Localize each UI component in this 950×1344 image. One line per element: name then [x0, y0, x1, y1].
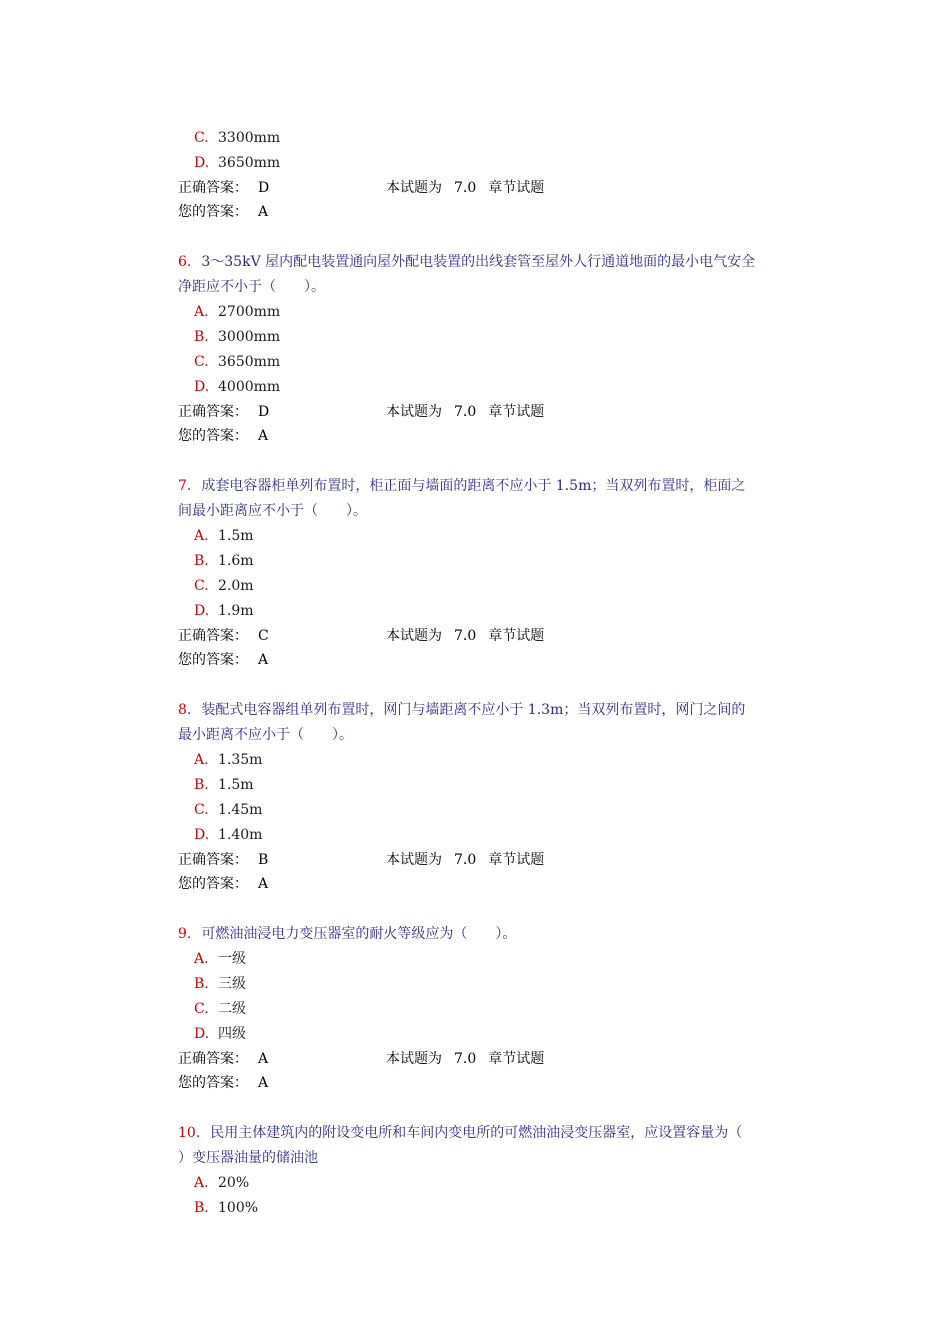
- meta-label: 本试题为: [386, 852, 442, 868]
- question-text: 最小距离不应小于（ ）。: [178, 727, 353, 743]
- option-d: [194, 151, 280, 175]
- correct-answer-value: B: [258, 852, 269, 868]
- option-letter: B.: [194, 976, 209, 992]
- correct-answer-label: 正确答案：: [178, 404, 248, 420]
- correct-answer-row: [178, 176, 269, 200]
- option-letter: B.: [194, 1200, 209, 1216]
- question-meta: [386, 624, 556, 648]
- option-letter: A.: [194, 752, 209, 768]
- question-8-line-2: [178, 723, 353, 747]
- correct-answer-row: [178, 1047, 268, 1071]
- question-10-line-1: [178, 1121, 742, 1145]
- your-answer-value: A: [258, 1075, 269, 1091]
- option-b: [194, 1196, 258, 1220]
- option-text: 1.5m: [218, 528, 254, 544]
- option-text: 1.6m: [218, 553, 254, 569]
- option-text: 二级: [218, 1001, 246, 1017]
- question-text: 装配式电容器组单列布置时，网门与墙距离不应小于 1.3m；当双列布置时，网门之间的: [201, 702, 746, 718]
- option-c: [194, 997, 246, 1021]
- question-meta: [386, 400, 556, 424]
- option-letter: C.: [194, 1001, 209, 1017]
- question-7-line-2: [178, 499, 367, 523]
- question-number: 6.: [178, 254, 192, 270]
- your-answer-label: 您的答案：: [178, 1075, 248, 1091]
- your-answer-value: A: [258, 652, 269, 668]
- option-letter: D.: [194, 827, 210, 843]
- option-text: 100%: [218, 1200, 259, 1216]
- option-text: 20%: [218, 1175, 250, 1191]
- meta-label: 本试题为: [386, 628, 442, 644]
- option-a: [194, 947, 246, 971]
- option-letter: C.: [194, 130, 209, 146]
- your-answer-label: 您的答案：: [178, 652, 248, 668]
- your-answer-value: A: [258, 428, 269, 444]
- your-answer-value: A: [258, 876, 269, 892]
- option-letter: D.: [194, 155, 210, 171]
- option-text: 三级: [218, 976, 246, 992]
- question-6-line-2: [178, 275, 325, 299]
- option-letter: B.: [194, 329, 209, 345]
- meta-score: 7.0: [454, 852, 477, 868]
- option-text: 1.9m: [218, 603, 254, 619]
- option-a: [194, 1171, 249, 1195]
- option-text: 1.45m: [218, 802, 263, 818]
- correct-answer-row: [178, 848, 268, 872]
- meta-score: 7.0: [454, 1051, 477, 1067]
- meta-label: 本试题为: [386, 180, 442, 196]
- option-b: [194, 773, 254, 797]
- option-text: 一级: [218, 951, 246, 967]
- option-letter: B.: [194, 553, 209, 569]
- option-text: 4000mm: [218, 379, 281, 395]
- meta-type: 章节试题: [488, 628, 545, 644]
- option-letter: A.: [194, 304, 209, 320]
- option-letter: C.: [194, 802, 209, 818]
- meta-type: 章节试题: [488, 180, 545, 196]
- correct-answer-label: 正确答案：: [178, 852, 248, 868]
- your-answer-value: A: [258, 204, 269, 220]
- option-letter: D.: [194, 603, 210, 619]
- question-number: 9.: [178, 926, 192, 942]
- option-text: 3000mm: [218, 329, 281, 345]
- option-a: [194, 524, 254, 548]
- option-letter: D.: [194, 1026, 210, 1042]
- meta-type: 章节试题: [488, 404, 545, 420]
- meta-score: 7.0: [454, 180, 477, 196]
- question-meta: [386, 176, 556, 200]
- question-text: 3～35kV 屋内配电装置通向屋外配电装置的出线套管至屋外人行通道地面的最小电气安全: [201, 254, 756, 270]
- your-answer-row: [178, 872, 268, 896]
- option-c: [194, 126, 280, 150]
- option-text: 2700mm: [218, 304, 281, 320]
- option-text: 四级: [218, 1026, 246, 1042]
- option-text: 1.40m: [218, 827, 263, 843]
- your-answer-row: [178, 200, 268, 224]
- correct-answer-value: A: [258, 1051, 269, 1067]
- correct-answer-label: 正确答案：: [178, 180, 248, 196]
- option-a: [194, 748, 262, 772]
- option-b: [194, 325, 280, 349]
- correct-answer-label: 正确答案：: [178, 1051, 248, 1067]
- question-number: 8.: [178, 702, 192, 718]
- question-text: 间最小距离应不小于（ ）。: [178, 503, 367, 519]
- option-text: 3300mm: [218, 130, 281, 146]
- question-number: 10.: [178, 1125, 201, 1141]
- question-6-line-1: [178, 250, 755, 274]
- question-7-line-1: [178, 474, 745, 498]
- question-text: 民用主体建筑内的附设变电所和车间内变电所的可燃油油浸变压器室，应设置容量为（: [210, 1125, 743, 1141]
- question-10-line-2: [178, 1146, 318, 1170]
- question-meta: [386, 1047, 556, 1071]
- option-d: [194, 823, 262, 847]
- your-answer-row: [178, 424, 268, 448]
- option-letter: B.: [194, 777, 209, 793]
- question-meta: [386, 848, 556, 872]
- your-answer-label: 您的答案：: [178, 204, 248, 220]
- meta-type: 章节试题: [488, 1051, 545, 1067]
- your-answer-label: 您的答案：: [178, 428, 248, 444]
- option-c: [194, 574, 254, 598]
- meta-score: 7.0: [454, 404, 477, 420]
- question-number: 7.: [178, 478, 192, 494]
- option-letter: A.: [194, 951, 209, 967]
- question-text: 净距应不小于（ ）。: [178, 279, 325, 295]
- option-text: 1.35m: [218, 752, 263, 768]
- option-d: [194, 1022, 246, 1046]
- correct-answer-value: D: [258, 404, 270, 420]
- correct-answer-row: [178, 400, 269, 424]
- your-answer-row: [178, 1071, 268, 1095]
- option-text: 1.5m: [218, 777, 254, 793]
- option-letter: A.: [194, 1175, 209, 1191]
- correct-answer-value: D: [258, 180, 270, 196]
- option-c: [194, 350, 280, 374]
- option-letter: A.: [194, 528, 209, 544]
- question-text: 成套电容器柜单列布置时，柜正面与墙面的距离不应小于 1.5m；当双列布置时，柜面之: [201, 478, 746, 494]
- option-b: [194, 972, 246, 996]
- correct-answer-row: [178, 624, 269, 648]
- meta-label: 本试题为: [386, 1051, 442, 1067]
- question-9-line-1: [178, 922, 516, 946]
- option-a: [194, 300, 280, 324]
- option-c: [194, 798, 262, 822]
- option-d: [194, 599, 254, 623]
- correct-answer-label: 正确答案：: [178, 628, 248, 644]
- meta-label: 本试题为: [386, 404, 442, 420]
- option-letter: C.: [194, 578, 209, 594]
- correct-answer-value: C: [258, 628, 269, 644]
- your-answer-row: [178, 648, 268, 672]
- question-text: ）变压器油量的储油池: [178, 1150, 318, 1166]
- option-letter: D.: [194, 379, 210, 395]
- question-8-line-1: [178, 698, 745, 722]
- option-d: [194, 375, 280, 399]
- option-text: 3650mm: [218, 354, 281, 370]
- option-letter: C.: [194, 354, 209, 370]
- your-answer-label: 您的答案：: [178, 876, 248, 892]
- option-text: 2.0m: [218, 578, 254, 594]
- question-text: 可燃油油浸电力变压器室的耐火等级应为（ ）。: [201, 926, 517, 942]
- meta-score: 7.0: [454, 628, 477, 644]
- option-b: [194, 549, 254, 573]
- option-text: 3650mm: [218, 155, 281, 171]
- meta-type: 章节试题: [488, 852, 545, 868]
